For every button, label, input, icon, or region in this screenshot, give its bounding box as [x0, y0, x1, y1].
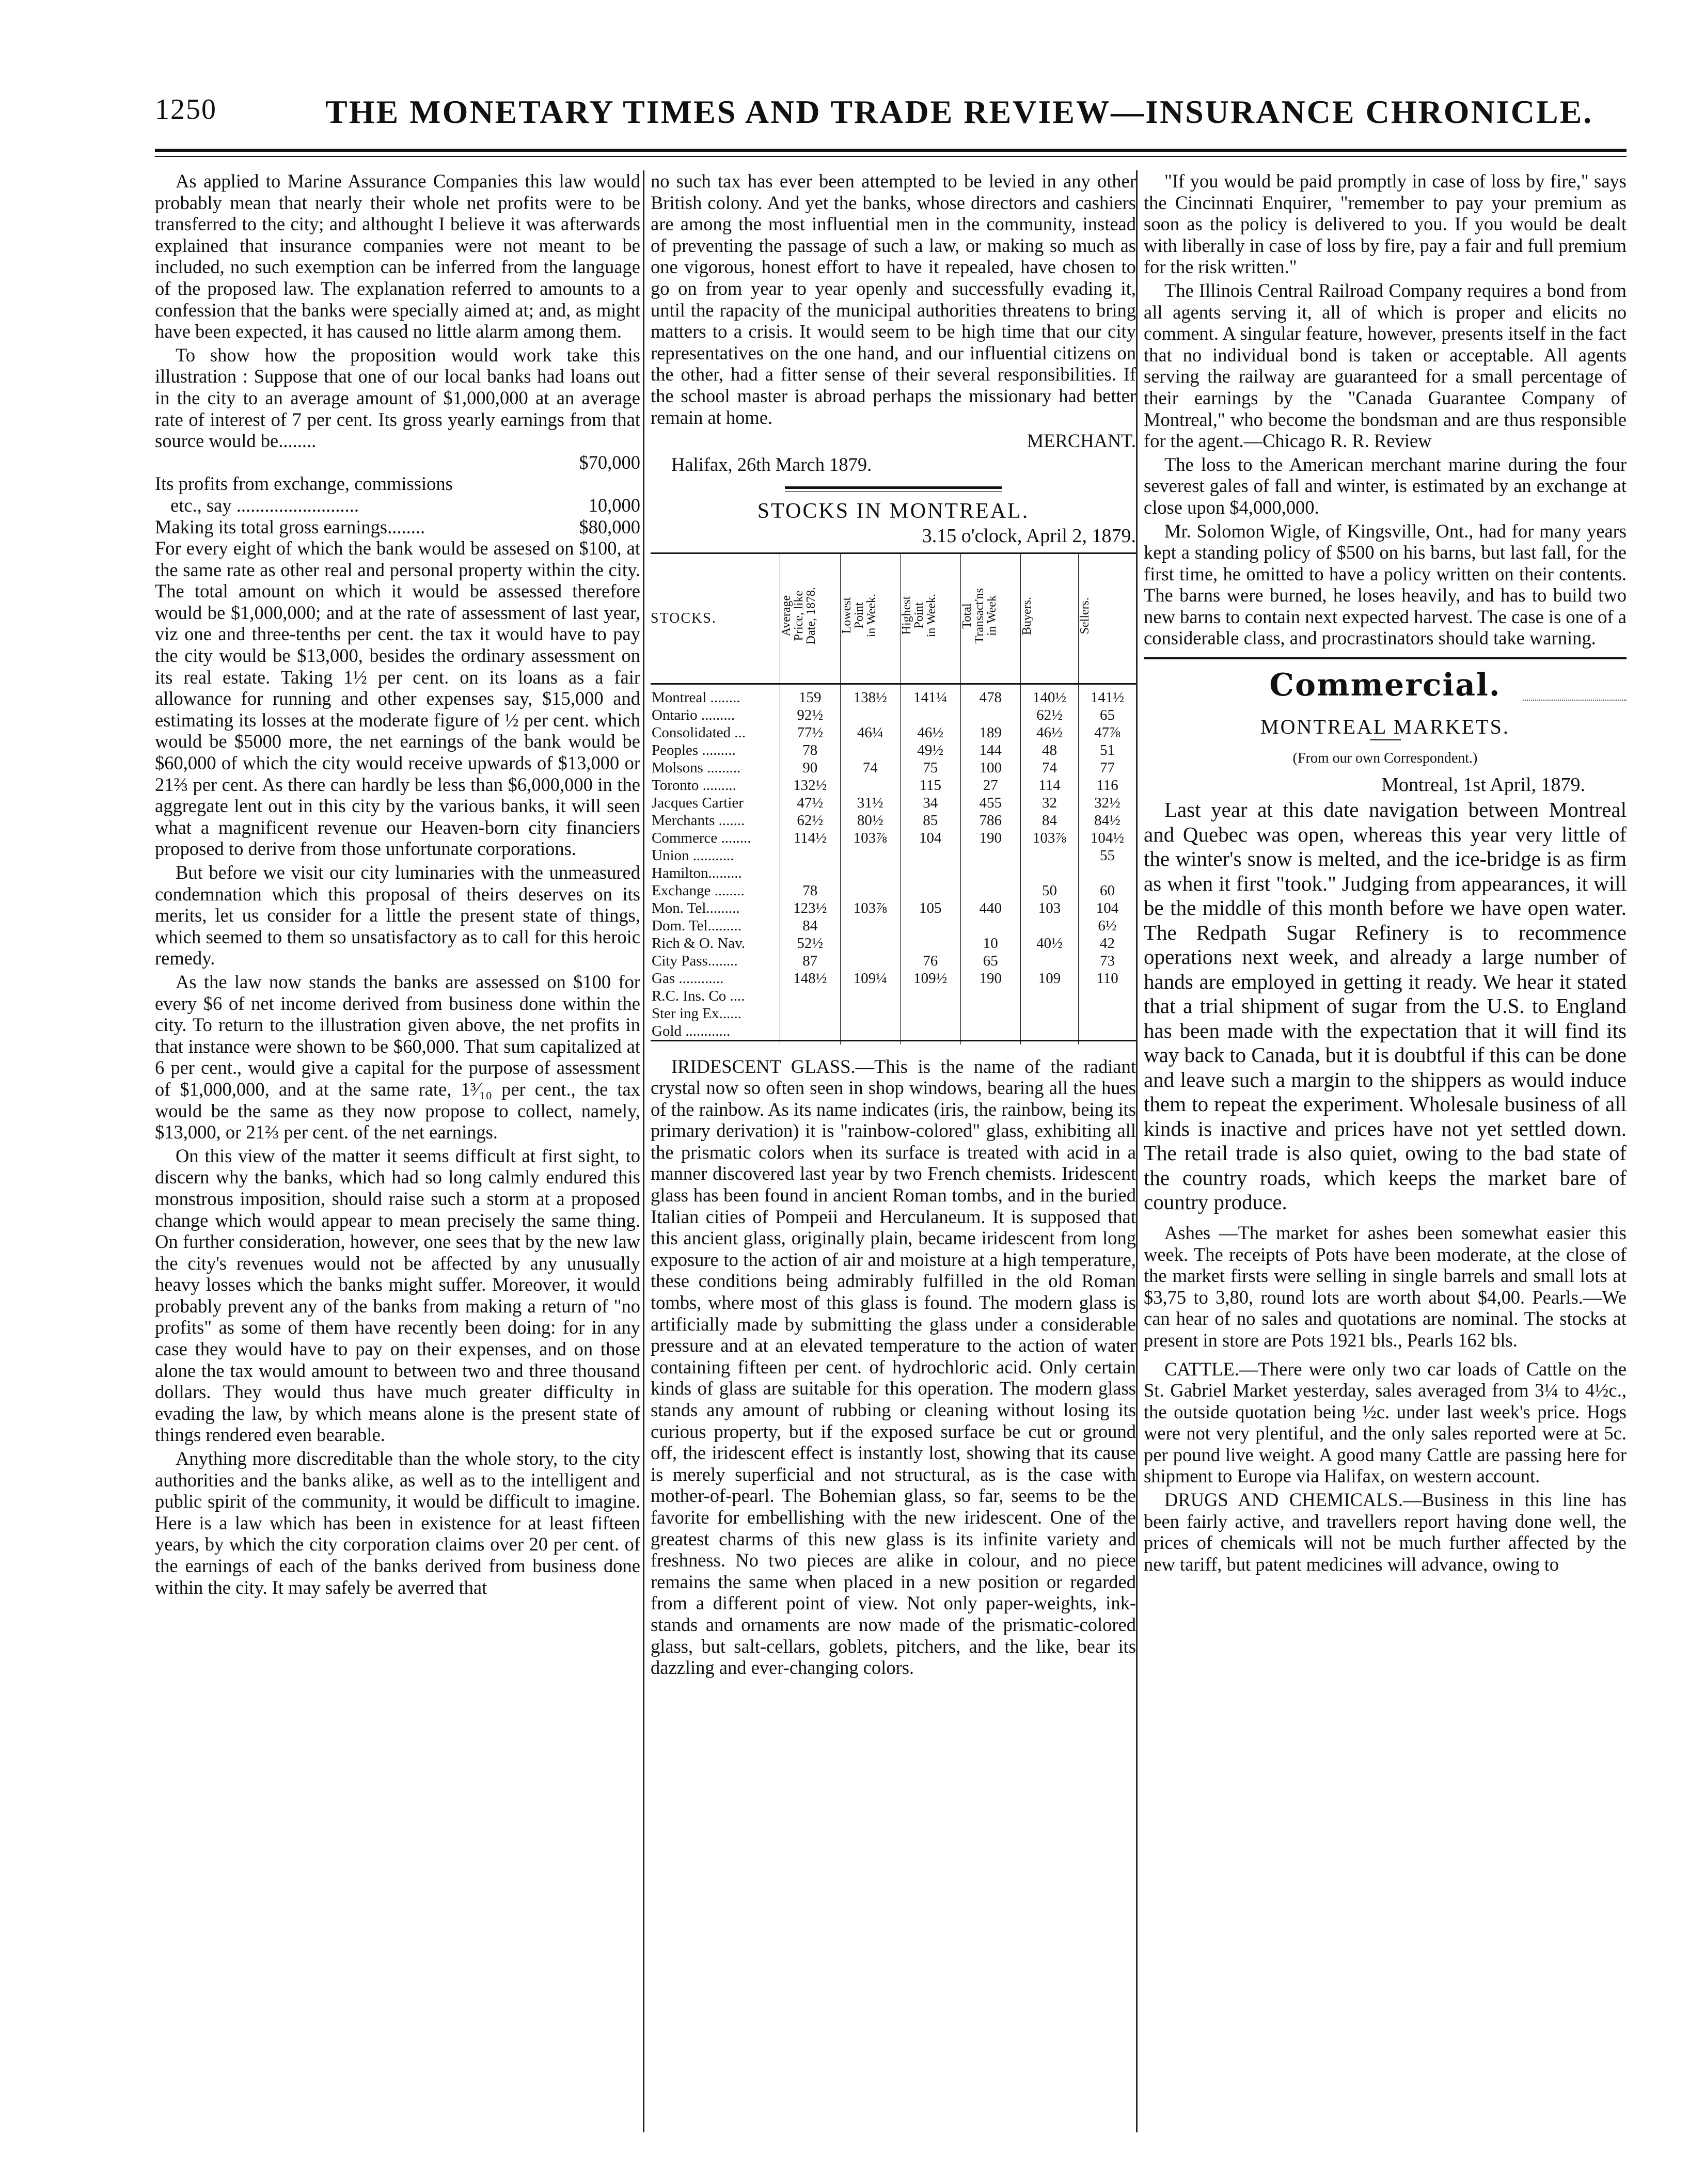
stock-value: 78 [780, 882, 841, 899]
stock-value: 47⅞ [1079, 724, 1136, 741]
stock-value [780, 864, 841, 882]
stock-value [901, 987, 961, 1005]
masthead-title: THE MONETARY TIMES AND TRADE REVIEW—INSURANCE CHRONICLE. [325, 93, 1593, 130]
stock-name: Exchange ........ [652, 882, 745, 899]
stock-value: 85 [901, 812, 961, 829]
stocks-header-text: STOCKS. [651, 610, 717, 626]
stock-name: Commerce ........ [652, 829, 751, 846]
stock-value: 84 [1021, 812, 1079, 829]
stock-value: 159 [780, 684, 841, 706]
stock-value: 6½ [1079, 917, 1136, 935]
stock-value: 65 [1079, 706, 1136, 724]
stock-value: 31½ [840, 794, 901, 812]
stock-name: Toronto ......... [652, 777, 736, 794]
stock-name: Rich & O. Nav. [652, 935, 745, 952]
stock-value: 84½ [1079, 812, 1136, 829]
stock-value: 103⅞ [1021, 829, 1079, 847]
earnings-label: Making its total gross earnings........ [155, 516, 425, 537]
stock-value [840, 1022, 901, 1041]
stock-value: 46¼ [840, 724, 901, 741]
markets-dateline: Montreal, 1st April, 1879. [1381, 773, 1585, 796]
stock-value: 75 [901, 759, 961, 777]
stock-value: 84 [780, 917, 841, 935]
stock-value [960, 1005, 1021, 1022]
stock-value [1021, 864, 1079, 882]
stock-value [901, 864, 961, 882]
earnings-row [155, 516, 640, 538]
article-paragraph: On this view of the matter it seems difficult at first sight, to discern why the banks, which had so long calmly endured this monstrous imposition, should raise such a storm at a proposed change which would appear to mean precisely the same thing. On further consideration, however, one sees that by the new law the city's revenues would not be affected by any unusually heavy losses which the banks might suffer. Moreover, it would probably prevent any of the banks from making a return of "no profits" as some of them have recently been doing: for in any case they would have to pay on their expenses, and on those alone the tax would amount to between two and three thousand dollars. They would thus have much greater difficulty in evading the law, by which means alone is the present state of things rendered even bearable. [155, 1145, 640, 1446]
stock-value: 114½ [780, 829, 841, 847]
stock-value: 76 [901, 952, 961, 970]
stock-value [1021, 952, 1079, 970]
stock-value: 190 [960, 970, 1021, 987]
stock-value: 140½ [1021, 684, 1079, 706]
section-separator [1144, 657, 1627, 659]
stock-value [1021, 1005, 1079, 1022]
stock-value: 115 [901, 777, 961, 794]
earnings-value: 10,000 [588, 494, 640, 516]
stock-name: City Pass........ [652, 952, 738, 969]
section-separator [785, 486, 1002, 492]
stocks-table-header [651, 553, 1136, 684]
table-row [651, 777, 1136, 794]
stock-value [840, 882, 901, 899]
stock-value: 65 [960, 952, 1021, 970]
stock-value: 141½ [1079, 684, 1136, 706]
article-paragraph: no such tax has ever been attempted to be levied in any other British colony. And yet the banks, whose directors and cashiers are among the most influential men in the community, instead of preventing the passage of such a law, or making so much as one vigorous, honest effort to have it repealed, have chosen to go on from year to year openly and successfully evading it, until the rapacity of the municipal authorities threatens to bring matters to a crisis. It would seem to be high time that our city representatives on the one hand, and our influential citizens on the other, had a fitter sense of their several responsibilities. If the school master is abroad perhaps the missionary had better remain at home. [651, 170, 1136, 428]
stock-value: 52½ [780, 935, 841, 952]
stock-value: 478 [960, 684, 1021, 706]
stock-value: 114 [1021, 777, 1079, 794]
stock-value: 78 [780, 741, 841, 759]
stock-value: 189 [960, 724, 1021, 741]
stock-value [780, 1005, 841, 1022]
article-paragraph: As applied to Marine Assurance Companies this law would probably mean that nearly their whole net profits were to be transferred to the city; and althought I believe it was afterwards explained that insurance companies were not meant to be included, no such exemption can be inferred from the language of the proposed law. The explanation referred to amounts to a confession that the banks were specially aimed at; and, as might have been expected, it has caused no little alarm among them. [155, 170, 640, 342]
stock-value [1021, 847, 1079, 864]
stock-value: 109¼ [840, 970, 901, 987]
stock-value: 132½ [780, 777, 841, 794]
stock-name: Peoples ......... [652, 741, 736, 758]
table-row [651, 829, 1136, 847]
article-paragraph: The Illinois Central Railroad Company requires a bond from all agents serving it, all of which is proper and elicits no comment. A singular feature, however, presents itself in the fact that no individual bond is taken or acceptable. All agents serving the railway are guaranteed for a small percentage of their earnings by the "Canada Guarantee Company of Montreal," who become the bondsman and are thus responsible for the agent.—Chicago R. R. Review [1144, 279, 1627, 452]
stock-value: 80½ [840, 812, 901, 829]
stock-value: 62½ [1021, 706, 1079, 724]
article-paragraph: Anything more discreditable than the whole story, to the city authorities and the banks alike, as well as to the intelligent and public spirit of the community, it would be difficult to imagine. Here is a law which has been in existence for at least fifteen years, by which the city corporation claims over 20 per cent. of the earnings of each of the banks derived from business done within the city. It may safely be averred that [155, 1448, 640, 1598]
title-rule [1370, 739, 1401, 740]
stock-value: 51 [1079, 741, 1136, 759]
stock-value: 190 [960, 829, 1021, 847]
stock-name: Dom. Tel......... [652, 917, 741, 934]
stock-value [780, 987, 841, 1005]
market-paragraph: Last year at this date navigation between Montreal and Quebec was open, whereas this year very little of the winter's snow is melted, and the ice-bridge is as firm as when it first "took." Judging from appearances, it will be the middle of this month before we have open water. The Redpath Sugar Refinery is to recommence operations next week, and already a large number of hands are employed in getting it ready. We hear it stated that a trial shipment of sugar from the U.S. to England has been made with the expectation that it will find its way back to Canada, but it is doubtful if this can be done and leave such a margin to the shippers as would induce them to repeat the experiment. Wholesale business of all kinds is inactive and prices have not yet settled down. The retail trade is also quiet, owing to the bad state of the country roads, which keeps the market bare of country produce. [1144, 798, 1627, 1214]
stock-value: 50 [1021, 882, 1079, 899]
stock-value [780, 847, 841, 864]
stock-name: Consolidated ... [652, 724, 746, 741]
stocks-header-text: Lowest Point in Week. [840, 594, 878, 638]
stock-value [840, 777, 901, 794]
stock-value: 74 [840, 759, 901, 777]
stocks-column-header [840, 553, 901, 684]
stock-value [780, 1022, 841, 1041]
stock-name: Hamilton......... [652, 864, 742, 881]
stock-value: 62½ [780, 812, 841, 829]
stocks-header-text: Average Price, like Date, 1878. [780, 587, 818, 645]
stock-value [901, 882, 961, 899]
stock-value: 73 [1079, 952, 1136, 970]
table-row [651, 794, 1136, 812]
stock-value: 55 [1079, 847, 1136, 864]
markets-title: MONTREAL MARKETS. [1260, 715, 1510, 738]
stock-value [960, 917, 1021, 935]
article-paragraph: Mr. Solomon Wigle, of Kingsville, Ont., had for many years kept a standing policy of $500 on his barns, but last fall, for the first time, he omitted to have a policy written on their contents. The barns were burned, he loses heavily, and has to build two new barns to contain next expected harvest. The case is one of a considerable class, and procrastinators should take warning. [1144, 520, 1627, 649]
stock-value [840, 987, 901, 1005]
stock-value [1021, 917, 1079, 935]
earnings-row [155, 473, 640, 495]
stock-value: 455 [960, 794, 1021, 812]
earnings-row [155, 452, 640, 473]
stock-value: 60 [1079, 882, 1136, 899]
commercial-heading: Commercial. [1269, 667, 1501, 704]
stock-name: Molsons ......... [652, 759, 741, 776]
stock-value [960, 864, 1021, 882]
stock-value: 42 [1079, 935, 1136, 952]
article-paragraph: To show how the proposition would work take this illustration : Suppose that one of our local banks had loans out in the city to an average amount of $1,000,000 at an average rate of interest of 7 per cent. Its gross yearly earnings from that source would be........ [155, 344, 640, 452]
stock-value [1021, 987, 1079, 1005]
table-row [651, 1022, 1136, 1041]
stock-value: 46½ [1021, 724, 1079, 741]
stock-value: 32½ [1079, 794, 1136, 812]
stock-name: Jacques Cartier [652, 794, 744, 811]
stock-value: 47½ [780, 794, 841, 812]
article-paragraph: IRIDESCENT GLASS.—This is the name of the radiant crystal now so often seen in shop windows, bearing all the hues of the rainbow. As its name indicates (iris, the rainbow, being its primary derivation) it is "rainbow-colored" glass, exhibiting all the prismatic colors when its surface is treated with acid in a manner discovered last year by two French chemists. Iridescent glass has been found in ancient Roman tombs, and in the buried Italian cities of Pompeii and Herculaneum. It is supposed that this ancient glass, originally plain, became iridescent from long exposure to the action of air and moisture at a high temperature, these conditions being admirably fulfilled in the old Roman tombs, where most of this glass is found. The modern glass is artificially made by submitting the glass under a considerable pressure and at an elevated temperature to the action of water containing fifteen per cent. of hydrochloric acid. Only certain kinds of glass are suitable for this operation. The modern glass stands any amount of rubbing or cleaning without losing its curious property, but if the exposed surface be cut or ground off, the iridescent effect is instantly lost, showing that its cause is merely superficial and not structural, as is the case with mother-of-pearl. The Bohemian glass, so far, seems to be the favorite for embellishing with the new iridescent. One of the greatest charms of this new glass is its infinite variety and freshness. No two pieces are alike in colour, and no piece remains the same when placed in a new position or regarded from a different point of view. Not only paper-weights, ink-stands and ornaments are now made of the prismatic-colored glass, but salt-cellars, goblets, pitchers, and the like, bear its dazzling and ever-changing colors. [651, 1055, 1136, 1679]
stocks-subtitle: 3.15 o'clock, April 2, 1879. [922, 525, 1136, 547]
column-3 [1144, 170, 1627, 1575]
stock-value [1079, 987, 1136, 1005]
stock-name: Ontario ......... [652, 706, 735, 723]
stock-name: R.C. Ins. Co .... [652, 987, 745, 1004]
stock-name: Union ........... [652, 847, 734, 864]
stock-value [840, 935, 901, 952]
stock-value: 148½ [780, 970, 841, 987]
stock-value: 116 [1079, 777, 1136, 794]
column-divider-2 [1136, 170, 1138, 2132]
stock-value [840, 847, 901, 864]
stocks-column-header [780, 553, 841, 684]
stocks-column-header [1021, 553, 1079, 684]
table-row [651, 759, 1136, 777]
stock-value: 103 [1021, 899, 1079, 917]
stock-value: 141¼ [901, 684, 961, 706]
stock-value: 123½ [780, 899, 841, 917]
stock-value: 103⅞ [840, 829, 901, 847]
column-2 [651, 170, 1136, 1679]
stock-value: 105 [901, 899, 961, 917]
stocks-header-text: Buyers. [1020, 596, 1034, 635]
stock-value [960, 882, 1021, 899]
stock-value: 77½ [780, 724, 841, 741]
stock-value [1021, 1022, 1079, 1041]
stock-value [840, 864, 901, 882]
stock-value [901, 847, 961, 864]
table-row [651, 917, 1136, 935]
stock-value [840, 741, 901, 759]
stocks-table [651, 552, 1136, 1044]
table-row [651, 882, 1136, 899]
stock-name: Ster ing Ex...... [652, 1005, 741, 1022]
page-number: 1250 [155, 93, 217, 125]
stock-value [960, 1022, 1021, 1041]
market-paragraph: CATTLE.—There were only two car loads of Cattle on the St. Gabriel Market yesterday, sales averaged from 3¼ to 4½c., the outside quotation being ½c. under last week's price. Hogs were not very plentiful, and the only sales reported were at 5c. per pound live weight. A good many Cattle are passing here for shipment to Europe via Halifax, on western account. [1144, 1358, 1627, 1487]
stocks-header-label [651, 553, 780, 684]
table-row [651, 970, 1136, 987]
stock-value [1079, 1022, 1136, 1041]
stock-value [901, 1005, 961, 1022]
article-paragraph: But before we visit our city luminaries with the unmeasured condemnation which this proposal of theirs deserves on its merits, let us consider for a little the present state of things, which seemed to them so unsatisfactory as to call for this heroic remedy. [155, 862, 640, 969]
table-row [651, 899, 1136, 917]
table-row [651, 935, 1136, 952]
earnings-row [155, 495, 640, 516]
article-paragraph: The loss to the American merchant marine during the four severest gales of fall and winter, is estimated by an exchange at close upon $4,000,000. [1144, 453, 1627, 518]
stock-value [1079, 864, 1136, 882]
stock-name: Gold ............ [652, 1022, 731, 1039]
stock-value: 138½ [840, 684, 901, 706]
stock-value [1079, 1005, 1136, 1022]
stock-value [840, 917, 901, 935]
stock-value: 104½ [1079, 829, 1136, 847]
article-paragraph: As the law now stands the banks are assessed on $100 for every $6 of net income derived from business done within the city. To return to the illustration given above, the net profits in that instance were shown to be $60,000. That sum capitalized at 6 per cent., would give a capital for the purpose of assessment of $1,000,000, and at the same rate, 1³⁄₁₀ per cent., the tax would be the same as they now propose to collect, namely, $13,000, or 21⅔ per cent. of the net earnings. [155, 971, 640, 1143]
stock-value [901, 1022, 961, 1041]
stock-value [960, 706, 1021, 724]
table-row [651, 1005, 1136, 1022]
stock-value: 49½ [901, 741, 961, 759]
stocks-column-header [960, 553, 1021, 684]
column-divider-1 [643, 170, 644, 2132]
stock-value: 104 [901, 829, 961, 847]
correspondent-note: (From our own Correspondent.) [1292, 750, 1478, 767]
stock-value [901, 706, 961, 724]
stock-value: 144 [960, 741, 1021, 759]
stock-value [901, 935, 961, 952]
stocks-title: STOCKS IN MONTREAL. [757, 499, 1030, 524]
table-row [651, 741, 1136, 759]
article-signature: MERCHANT. [1027, 430, 1136, 452]
table-row [651, 987, 1136, 1005]
article-paragraph: For every eight of which the bank would be assesed on $100, at the same rate as other real and personal property within the city. The total amount on which it would be assessed therefore would be $1,000,000; and at the rate of assessment of last year, viz one and three-tenths per cent. the tax it would have to pay the city would be $13,000, besides the ordinary assessment on its real estate. Taking 1½ per cent. on its loans as a fair allowance for running and other expenses say, $15,000 and estimating its losses at the moderate figure of ½ per cent. which would be $5000 more, the net earnings of the bank would be $60,000 of which the city would receive upwards of $13,000 or 21⅔ per cent. As there can hardly be less than $6,000,000 in the aggregate lent out in this city by the various banks, it will seen what a magnificent revenue our Heaven-born city financiers proposed to derive from those unfortunate corporations. [155, 537, 640, 860]
ornament-rule [1523, 700, 1627, 701]
stock-value [840, 952, 901, 970]
stock-value: 110 [1079, 970, 1136, 987]
earnings-value: $70,000 [579, 451, 640, 473]
stocks-column-header [1079, 553, 1136, 684]
stock-name: Montreal ........ [652, 689, 740, 706]
stock-value: 74 [1021, 759, 1079, 777]
table-row [651, 847, 1136, 864]
market-paragraph: Ashes —The market for ashes been somewhat easier this week. The receipts of Pots have been moderate, at the close of the market firsts were selling in single barrels and small lots at $3,75 to 3,80, round lots are worth about $4,00. Pearls.—We can hear of no sales and quotations are nominal. The stocks at present in store are Pots 1921 bls., Pearls 162 bls. [1144, 1222, 1627, 1351]
table-row [651, 724, 1136, 741]
table-row [651, 706, 1136, 724]
stock-name: Gas ............ [652, 970, 724, 987]
stock-value: 103⅞ [840, 899, 901, 917]
earnings-label: Its profits from exchange, commissions [155, 473, 453, 495]
stocks-column-header [901, 553, 961, 684]
stock-value [960, 987, 1021, 1005]
table-row [651, 864, 1136, 882]
earnings-label: etc., say .......................... [170, 494, 359, 516]
market-paragraph: DRUGS AND CHEMICALS.—Business in this line has been fairly active, and travellers report having done well, the prices of chemicals will not be much further affected by the new tariff, but patent medicines will advance, owing to [1144, 1489, 1627, 1575]
stock-value [960, 847, 1021, 864]
stock-value: 440 [960, 899, 1021, 917]
stock-name: Merchants ....... [652, 812, 745, 829]
stock-name: Mon. Tel......... [652, 899, 740, 916]
stock-value: 104 [1079, 899, 1136, 917]
stock-value: 32 [1021, 794, 1079, 812]
stock-value: 90 [780, 759, 841, 777]
stocks-header-text: Highest Point in Week. [900, 594, 938, 638]
stock-value: 10 [960, 935, 1021, 952]
table-row [651, 684, 1136, 706]
stock-value: 92½ [780, 706, 841, 724]
stock-value: 77 [1079, 759, 1136, 777]
stock-value: 34 [901, 794, 961, 812]
article-dateline: Halifax, 26th March 1879. [671, 453, 872, 475]
stock-value: 46½ [901, 724, 961, 741]
stock-value [840, 1005, 901, 1022]
page-header [155, 93, 1627, 139]
stock-value: 48 [1021, 741, 1079, 759]
column-1 [155, 170, 640, 1598]
stock-value: 40½ [1021, 935, 1079, 952]
stock-value: 786 [960, 812, 1021, 829]
earnings-value: $80,000 [579, 516, 640, 537]
stocks-header-text: Sellers. [1078, 597, 1092, 635]
stock-value [840, 706, 901, 724]
header-rule [155, 149, 1627, 157]
table-row [651, 812, 1136, 829]
stock-value: 109½ [901, 970, 961, 987]
stock-value: 100 [960, 759, 1021, 777]
stock-value: 27 [960, 777, 1021, 794]
article-paragraph: "If you would be paid promptly in case of loss by fire," says the Cincinnati Enquirer, "remember to pay your premium as soon as the policy is delivered to you. If you would be dealt with liberally in case of loss by fire, pay a fair and full premium for the risk written." [1144, 170, 1627, 278]
stock-value: 109 [1021, 970, 1079, 987]
table-row [651, 952, 1136, 970]
stocks-header-text: Total Transact'ns in Week [960, 588, 999, 644]
stock-value [901, 917, 961, 935]
stock-value: 87 [780, 952, 841, 970]
